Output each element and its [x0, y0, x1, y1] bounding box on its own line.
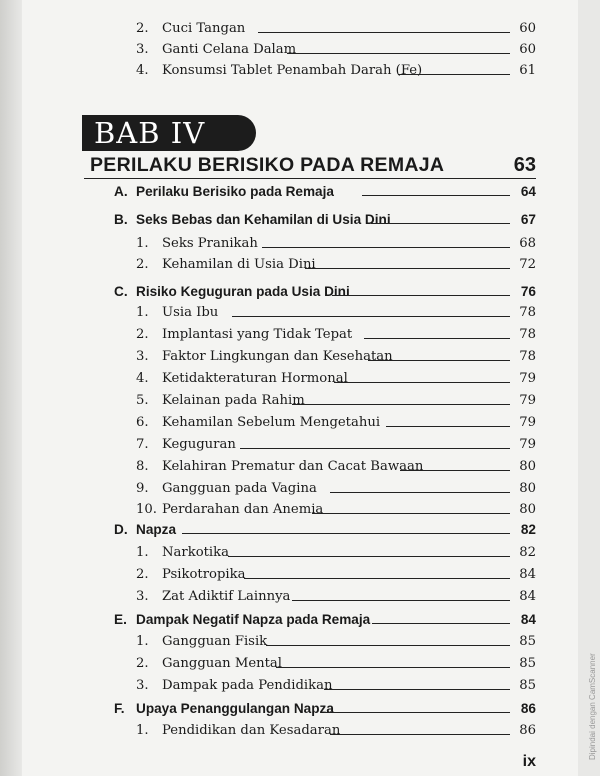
toc-entry[interactable] — [0, 18, 600, 40]
leader-line — [228, 556, 510, 557]
leader-line — [232, 316, 510, 317]
toc-entry[interactable] — [0, 368, 600, 390]
entry-number: 4. — [136, 371, 149, 386]
leader-line — [182, 533, 510, 534]
toc-entry[interactable] — [0, 631, 600, 653]
leader-line — [334, 382, 510, 383]
entry-page: 79 — [519, 371, 536, 386]
entry-label: Faktor Lingkungan dan Kesehatan — [162, 349, 393, 364]
entry-label: Dampak pada Pendidikan — [162, 678, 333, 693]
entry-label: Cuci Tangan — [162, 21, 246, 36]
toc-entry[interactable] — [0, 434, 600, 456]
leader-line — [330, 734, 510, 735]
entry-number: 1. — [136, 545, 149, 560]
leader-line — [312, 513, 510, 514]
toc-entry[interactable] — [0, 499, 600, 521]
entry-number: 7. — [136, 437, 149, 452]
section-letter: F. — [114, 701, 125, 716]
entry-page: 78 — [519, 327, 536, 342]
section-page: 67 — [520, 212, 536, 227]
toc-section-a[interactable] — [0, 181, 600, 203]
toc-entry[interactable] — [0, 478, 600, 500]
entry-label: Pendidikan dan Kesadaran — [162, 723, 341, 738]
leader-line — [372, 623, 510, 624]
leader-line — [400, 470, 510, 471]
section-page: 86 — [520, 701, 536, 716]
entry-number: 9. — [136, 481, 149, 496]
entry-page: 80 — [519, 459, 536, 474]
leader-line — [240, 448, 510, 449]
entry-number: 2. — [136, 21, 149, 36]
section-page: 64 — [520, 184, 536, 199]
entry-page: 80 — [519, 481, 536, 496]
entry-number: 2. — [136, 327, 149, 342]
section-page: 84 — [520, 612, 536, 627]
entry-label: Ganti Celana Dalam — [162, 42, 297, 57]
section-letter: B. — [114, 212, 128, 227]
entry-page: 72 — [519, 257, 536, 272]
entry-number: 3. — [136, 42, 149, 57]
toc-section-e[interactable] — [0, 609, 600, 631]
entry-page: 80 — [519, 502, 536, 517]
leader-line — [371, 223, 510, 224]
entry-page: 84 — [519, 567, 536, 582]
entry-label: Gangguan Mental — [162, 656, 282, 671]
toc-entry[interactable] — [0, 324, 600, 346]
entry-number: 2. — [136, 656, 149, 671]
toc-section-d[interactable] — [0, 519, 600, 541]
entry-number: 3. — [136, 349, 149, 364]
scanner-watermark: Dipindai dengan CamScanner — [588, 653, 597, 760]
toc-section-f[interactable] — [0, 698, 600, 720]
leader-line — [324, 689, 510, 690]
entry-number: 1. — [136, 634, 149, 649]
chapter-title[interactable]: PERILAKU BERISIKO PADA REMAJA — [90, 154, 445, 176]
entry-number: 3. — [136, 589, 149, 604]
section-letter: E. — [114, 612, 127, 627]
section-title: Dampak Negatif Napza pada Remaja — [136, 612, 371, 627]
entry-label: Kehamilan di Usia Dini — [162, 257, 316, 272]
entry-label: Kehamilan Sebelum Mengetahui — [162, 415, 381, 430]
toc-entry[interactable] — [0, 653, 600, 675]
leader-line — [362, 195, 510, 196]
leader-line — [292, 600, 510, 601]
section-letter: A. — [114, 184, 128, 199]
entry-label: Konsumsi Tablet Penambah Darah (Fe) — [162, 63, 423, 78]
entry-label: Implantasi yang Tidak Tepat — [162, 327, 353, 342]
entry-page: 86 — [519, 723, 536, 738]
entry-page: 68 — [519, 236, 536, 251]
section-title: Perilaku Berisiko pada Remaja — [136, 184, 334, 199]
leader-line — [292, 404, 510, 405]
entry-page: 85 — [519, 678, 536, 693]
leader-line — [368, 360, 510, 361]
toc-entry[interactable] — [0, 720, 600, 742]
toc-entry[interactable] — [0, 390, 600, 412]
entry-number: 8. — [136, 459, 149, 474]
toc-section-c[interactable] — [0, 281, 600, 303]
entry-page: 79 — [519, 437, 536, 452]
leader-line — [364, 338, 510, 339]
entry-page: 82 — [519, 545, 536, 560]
section-title: Seks Bebas dan Kehamilan di Usia Dini — [136, 212, 391, 227]
entry-number: 1. — [136, 236, 149, 251]
section-page: 82 — [520, 522, 536, 537]
leader-line — [330, 492, 510, 493]
entry-page: 78 — [519, 349, 536, 364]
leader-line — [258, 32, 510, 33]
leader-line — [266, 645, 510, 646]
toc-entry[interactable] — [0, 456, 600, 478]
entry-number: 6. — [136, 415, 149, 430]
toc-entry[interactable] — [0, 586, 600, 608]
entry-label: Kelahiran Prematur dan Cacat Bawaan — [162, 459, 424, 474]
leader-line — [398, 74, 510, 75]
chapter-divider — [84, 178, 536, 179]
entry-label: Narkotika — [162, 545, 230, 560]
toc-entry[interactable] — [0, 60, 600, 82]
entry-page: 85 — [519, 634, 536, 649]
entry-label: Gangguan Fisik — [162, 634, 268, 649]
toc-section-b[interactable] — [0, 209, 600, 231]
leader-line — [262, 247, 510, 248]
entry-page: 78 — [519, 305, 536, 320]
entry-page: 79 — [519, 393, 536, 408]
leader-line — [324, 712, 510, 713]
entry-label: Perdarahan dan Anemia — [162, 502, 324, 517]
toc-entry[interactable] — [0, 302, 600, 324]
page-number-roman: ix — [522, 753, 536, 770]
entry-number: 5. — [136, 393, 149, 408]
toc-entry[interactable] — [0, 233, 600, 255]
section-page: 76 — [520, 284, 536, 299]
toc-entry[interactable] — [0, 542, 600, 564]
toc-entry[interactable] — [0, 564, 600, 586]
entry-page: 79 — [519, 415, 536, 430]
toc-entry[interactable] — [0, 39, 600, 61]
entry-label: Gangguan pada Vagina — [162, 481, 317, 496]
entry-label: Psikotropika — [162, 567, 246, 582]
entry-label: Seks Pranikah — [162, 236, 258, 251]
section-letter: C. — [114, 284, 128, 299]
entry-number: 3. — [136, 678, 149, 693]
section-letter: D. — [114, 522, 128, 537]
leader-line — [305, 268, 510, 269]
entry-page: 85 — [519, 656, 536, 671]
entry-label: Ketidakteraturan Hormonal — [162, 371, 348, 386]
entry-number: 4. — [136, 63, 149, 78]
toc-entry[interactable] — [0, 254, 600, 276]
section-title: Upaya Penanggulangan Napza — [136, 701, 334, 716]
entry-number: 2. — [136, 567, 149, 582]
entry-page: 84 — [519, 589, 536, 604]
chapter-page-number: 63 — [513, 154, 536, 176]
leader-line — [332, 295, 510, 296]
entry-number: 2. — [136, 257, 149, 272]
entry-label: Keguguran — [162, 437, 236, 452]
entry-number: 1. — [136, 305, 149, 320]
leader-line — [276, 667, 510, 668]
toc-entry[interactable] — [0, 412, 600, 434]
leader-line — [287, 53, 510, 54]
section-title: Napza — [136, 522, 177, 537]
leader-line — [386, 426, 510, 427]
section-title: Risiko Keguguran pada Usia Dini — [136, 284, 350, 299]
leader-line — [244, 578, 510, 579]
chapter-badge: BAB IV — [94, 116, 206, 150]
toc-entry[interactable] — [0, 675, 600, 697]
entry-label: Zat Adiktif Lainnya — [162, 589, 291, 604]
entry-label: Usia Ibu — [162, 305, 219, 320]
entry-number: 10. — [136, 502, 157, 517]
entry-number: 1. — [136, 723, 149, 738]
entry-page: 61 — [519, 63, 536, 78]
entry-label: Kelainan pada Rahim — [162, 393, 305, 408]
toc-entry[interactable] — [0, 346, 600, 368]
entry-page: 60 — [519, 42, 536, 57]
entry-page: 60 — [519, 21, 536, 36]
